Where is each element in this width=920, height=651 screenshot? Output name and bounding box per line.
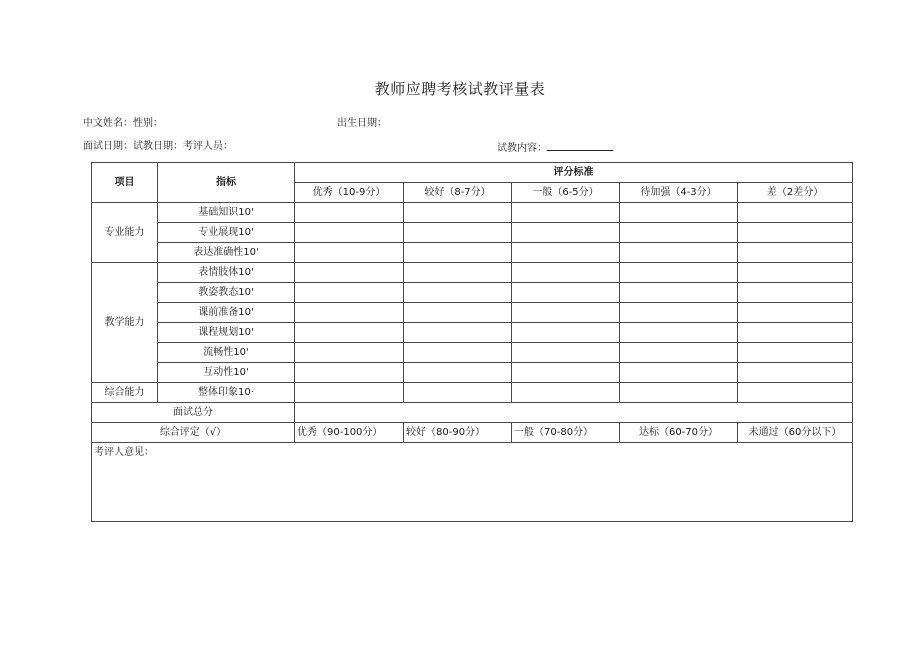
overall-option[interactable]: 一般（70-80分） xyxy=(512,423,620,443)
score-cell[interactable] xyxy=(512,223,620,243)
score-cell[interactable] xyxy=(620,223,738,243)
score-cell[interactable] xyxy=(620,323,738,343)
indicator-cell: 互动性10' xyxy=(158,363,295,383)
table-row xyxy=(92,363,853,383)
score-cell[interactable] xyxy=(738,303,853,323)
trial-content-field xyxy=(497,139,613,154)
level-header: 差（2差分） xyxy=(738,183,853,203)
group-professional: 专业能力 xyxy=(92,203,158,263)
score-cell[interactable] xyxy=(295,383,404,403)
score-cell[interactable] xyxy=(620,283,738,303)
header-row-1 xyxy=(92,163,853,183)
overall-row xyxy=(92,423,853,443)
table-row xyxy=(92,323,853,343)
table-row xyxy=(92,263,853,283)
score-cell[interactable] xyxy=(620,363,738,383)
score-cell[interactable] xyxy=(512,303,620,323)
header-indicator: 指标 xyxy=(158,163,295,203)
group-teaching: 教学能力 xyxy=(92,263,158,383)
table-row xyxy=(92,203,853,223)
score-cell[interactable] xyxy=(512,323,620,343)
score-cell[interactable] xyxy=(295,363,404,383)
table-row xyxy=(92,343,853,363)
total-score-cell[interactable] xyxy=(295,403,853,423)
indicator-cell: 课程规划10' xyxy=(158,323,295,343)
group-comprehensive: 综合能力 xyxy=(92,383,158,403)
score-cell[interactable] xyxy=(404,363,512,383)
level-header: 优秀（10-9分） xyxy=(295,183,404,203)
indicator-cell: 课前准备10' xyxy=(158,303,295,323)
table-row xyxy=(92,223,853,243)
score-cell[interactable] xyxy=(738,223,853,243)
overall-option[interactable]: 达标（60-70分） xyxy=(620,423,738,443)
birth-date-label: 出生日期： xyxy=(337,118,387,129)
header-item: 项目 xyxy=(92,163,158,203)
score-cell[interactable] xyxy=(620,203,738,223)
score-cell[interactable] xyxy=(620,303,738,323)
score-cell[interactable] xyxy=(738,283,853,303)
score-cell[interactable] xyxy=(512,203,620,223)
score-cell[interactable] xyxy=(620,383,738,403)
score-cell[interactable] xyxy=(738,323,853,343)
comment-label: 考评人意见： xyxy=(94,447,154,458)
score-cell[interactable] xyxy=(738,343,853,363)
level-header: 待加强（4-3分） xyxy=(620,183,738,203)
score-cell[interactable] xyxy=(295,263,404,283)
score-cell[interactable] xyxy=(404,263,512,283)
level-header: 一般（6-5分） xyxy=(512,183,620,203)
comment-area[interactable] xyxy=(92,443,853,522)
score-cell[interactable] xyxy=(295,243,404,263)
table-row xyxy=(92,283,853,303)
score-cell[interactable] xyxy=(512,243,620,263)
interview-info-label: 面试日期：试教日期：考评人员： xyxy=(83,141,233,152)
indicator-cell: 整体印象10· xyxy=(158,383,295,403)
score-cell[interactable] xyxy=(512,343,620,363)
score-cell[interactable] xyxy=(404,303,512,323)
score-cell[interactable] xyxy=(295,303,404,323)
overall-option[interactable]: 优秀（90-100分） xyxy=(295,423,404,443)
score-cell[interactable] xyxy=(620,243,738,263)
score-cell[interactable] xyxy=(512,263,620,283)
trial-content-label: 试教内容： xyxy=(497,143,547,154)
indicator-cell: 基础知识10' xyxy=(158,203,295,223)
score-cell[interactable] xyxy=(404,343,512,363)
score-cell[interactable] xyxy=(404,223,512,243)
page-title: 教师应聘考核试教评量表 xyxy=(374,80,546,98)
score-cell[interactable] xyxy=(295,203,404,223)
indicator-cell: 专业展现10' xyxy=(158,223,295,243)
score-cell[interactable] xyxy=(404,383,512,403)
table-row xyxy=(92,383,853,403)
score-cell[interactable] xyxy=(404,283,512,303)
score-cell[interactable] xyxy=(404,243,512,263)
level-header: 较好（8-7分） xyxy=(404,183,512,203)
indicator-cell: 教姿教态10' xyxy=(158,283,295,303)
indicator-cell: 表情肢体10' xyxy=(158,263,295,283)
score-cell[interactable] xyxy=(738,203,853,223)
score-cell[interactable] xyxy=(404,323,512,343)
score-cell[interactable] xyxy=(738,363,853,383)
score-cell[interactable] xyxy=(295,283,404,303)
score-cell[interactable] xyxy=(738,263,853,283)
score-cell[interactable] xyxy=(295,223,404,243)
score-cell[interactable] xyxy=(620,263,738,283)
score-cell[interactable] xyxy=(512,363,620,383)
header-standard: 评分标准 xyxy=(295,163,853,183)
table-row xyxy=(92,243,853,263)
evaluation-table xyxy=(91,162,853,522)
trial-content-blank xyxy=(547,142,613,151)
score-cell[interactable] xyxy=(295,343,404,363)
comment-row xyxy=(92,443,853,522)
score-cell[interactable] xyxy=(295,323,404,343)
score-cell[interactable] xyxy=(620,343,738,363)
indicator-cell: 表达准确性10' xyxy=(158,243,295,263)
name-gender-label: 中文姓名：性别： xyxy=(83,118,163,129)
score-cell[interactable] xyxy=(512,283,620,303)
overall-option[interactable]: 未通过（60分以下） xyxy=(738,423,853,443)
score-cell[interactable] xyxy=(738,243,853,263)
overall-option[interactable]: 较好（80-90分） xyxy=(404,423,512,443)
overall-label: 综合评定（√） xyxy=(92,423,295,443)
total-row xyxy=(92,403,853,423)
total-label: 面试总分 xyxy=(92,403,295,423)
indicator-cell: 流畅性10' xyxy=(158,343,295,363)
score-cell[interactable] xyxy=(738,383,853,403)
score-cell[interactable] xyxy=(512,383,620,403)
score-cell[interactable] xyxy=(404,203,512,223)
table-row xyxy=(92,303,853,323)
